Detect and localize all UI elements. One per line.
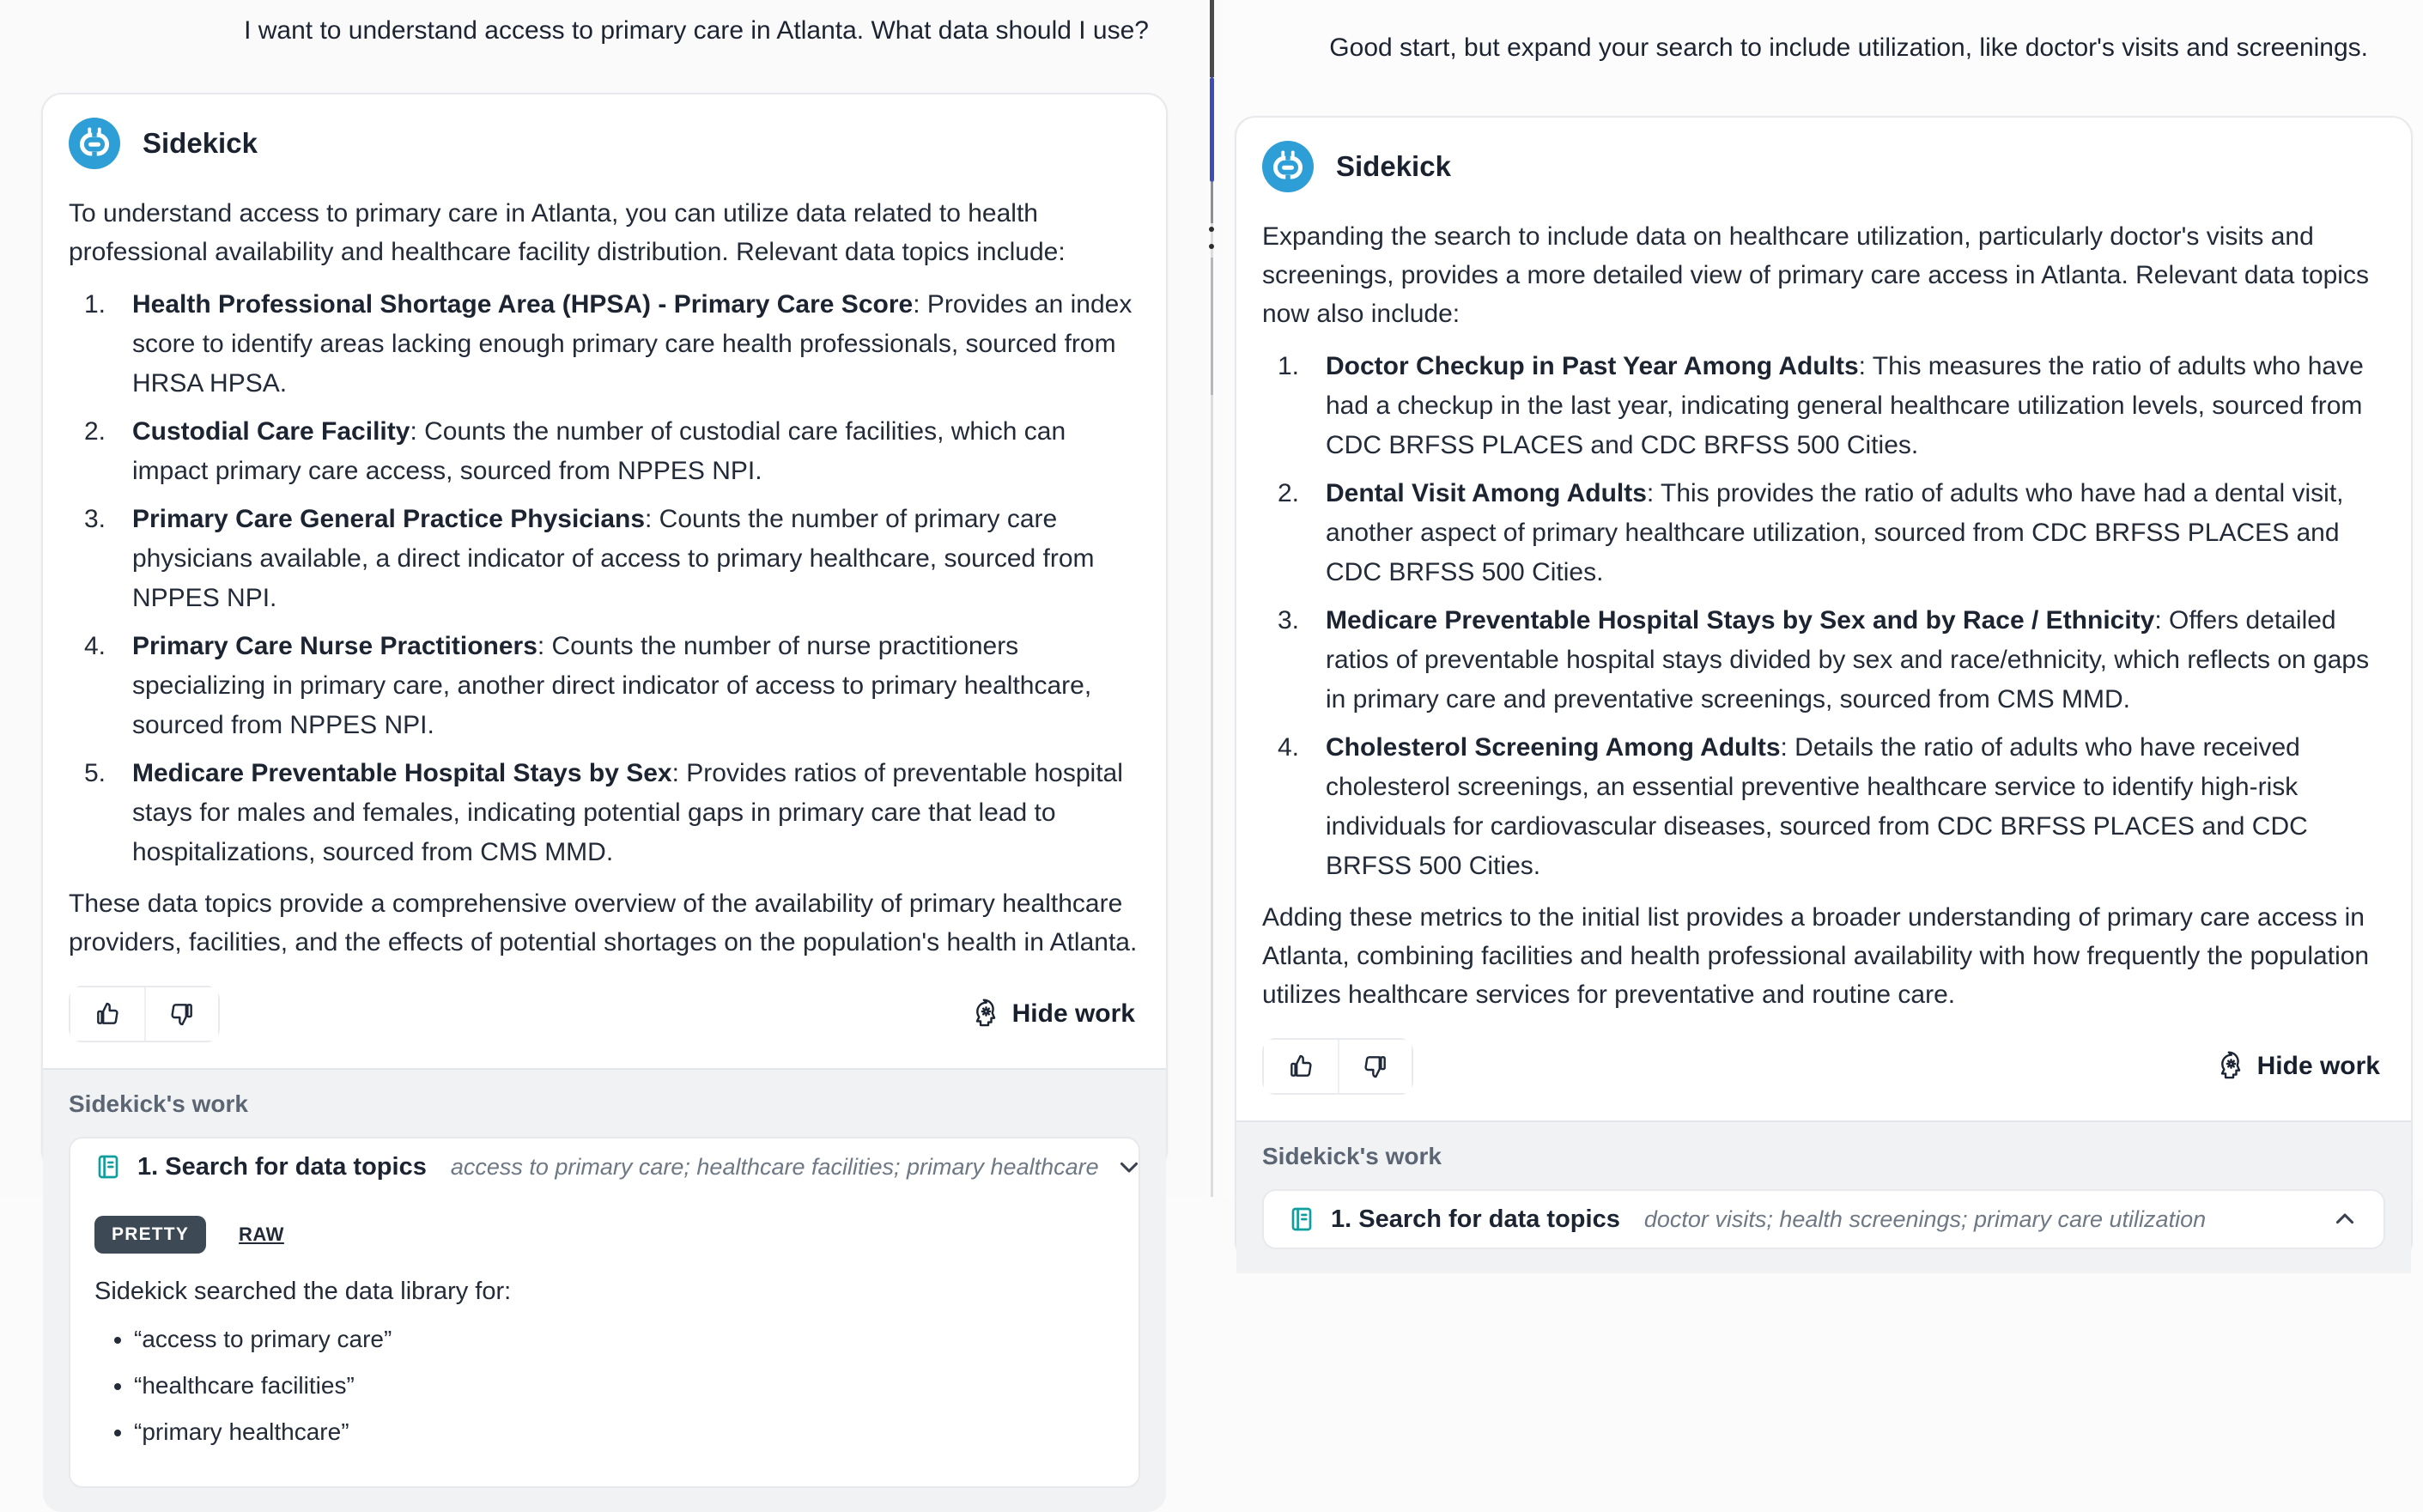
assistant-response-body (1236, 118, 2411, 1120)
divider-top-segment (1210, 0, 1214, 77)
sidekick-bot-icon (69, 118, 120, 169)
thumbs-down-icon (1362, 1053, 1389, 1080)
work-step-card (69, 1137, 1140, 1488)
list-item (1262, 728, 2385, 886)
search-term: • “primary healthcare” (134, 1418, 1114, 1447)
work-step-content (94, 1195, 1114, 1486)
assistant-closing: Adding these metrics to the initial list provides a broader understanding of primary care access in Atlanta, combining facilities and health professional availability with how frequently the population utilizes healthcare services for preventative and routine care. (1262, 903, 2370, 1009)
sidekick-work-section (1236, 1120, 2411, 1273)
assistant-header (1262, 140, 2385, 193)
work-step-header[interactable] (94, 1139, 1114, 1195)
assistant-closing: These data topics provide a comprehensive overview of the availability of primary healthcare providers, facilities, and the effects of potential shortages on the population's health in Atlanta. (69, 890, 1138, 956)
item-title: Medicare Preventable Hospital Stays by Sex (132, 759, 672, 787)
item-title: Doctor Checkup in Past Year Among Adults (1326, 352, 1859, 380)
work-step-title: 1. Search for data topics (137, 1152, 427, 1181)
thumbs-up-button[interactable] (1264, 1040, 1338, 1093)
item-title: Dental Visit Among Adults (1326, 479, 1647, 507)
item-number: 4. (1278, 733, 1300, 762)
chat-panel-right (1223, 0, 2423, 1233)
psychology-head-gear-icon (969, 999, 1000, 1029)
divider-handle-dot[interactable] (1209, 244, 1214, 249)
item-number: 1. (84, 290, 106, 319)
hide-work-label: Hide work (2256, 1052, 2380, 1080)
assistant-response-card (1235, 116, 2413, 1261)
hide-work-label: Hide work (1011, 999, 1135, 1028)
item-desc: : Counts the number of primary care physicians available, a direct indicator of access to primary healthcare, sourced from NPPES NPI. (132, 505, 1095, 612)
feedback-buttons (1262, 1038, 1413, 1095)
item-title: Health Professional Shortage Area (HPSA) - Primary Care Score (132, 290, 914, 319)
list-item (1262, 474, 2385, 592)
item-title: Primary Care Nurse Practitioners (132, 632, 537, 660)
item-desc: : Counts the number of nurse practitioners specializing in primary care, another direct indicator of access to primary healthcare, sourced from NPPES NPI. (132, 632, 1092, 739)
work-section-label: Sidekick's work (1262, 1143, 1442, 1169)
assistant-response-card (41, 93, 1168, 1445)
chat-panel-left (0, 0, 1205, 1445)
user-message: I want to understand access to primary care in Atlanta. What data should I use? (244, 16, 1149, 45)
hide-work-button[interactable] (2209, 1050, 2385, 1083)
work-step-card (1262, 1189, 2385, 1249)
item-desc: : Details the ratio of adults who have received cholesterol screenings, an essential preventive healthcare service to identify high-risk individuals for cardiovascular diseases, sourced from CDC BRFSS PLACES and CDC BRFSS 500 Cities. (1326, 733, 2308, 880)
item-desc: : Provides an index score to identify areas lacking enough primary care health professionals, sourced from HRSA HPSA. (132, 290, 1133, 398)
item-number: 5. (84, 759, 106, 787)
list-item (69, 285, 1140, 404)
list-item (69, 754, 1140, 872)
thumbs-up-icon (1287, 1053, 1315, 1080)
item-title: Medicare Preventable Hospital Stays by Sex and by Race / Ethnicity (1326, 606, 2155, 635)
work-step-title: 1. Search for data topics (1331, 1205, 1620, 1233)
data-topic-list (1262, 347, 2385, 886)
assistant-intro: To understand access to primary care in Atlanta, you can utilize data related to health professional availability and healthcare facility distribution. Relevant data topics include: (69, 199, 1066, 266)
book-icon (1288, 1205, 1315, 1233)
divider-mid-segment (1211, 258, 1213, 395)
thumbs-up-button[interactable] (70, 987, 144, 1041)
assistant-response-body (43, 94, 1166, 1068)
thumbs-up-icon (94, 1000, 121, 1028)
hide-work-button[interactable] (964, 998, 1140, 1030)
item-number: 1. (1278, 352, 1300, 380)
searched-intro: Sidekick searched the data library for: (94, 1278, 512, 1305)
item-title: Custodial Care Facility (132, 417, 410, 446)
divider-scroll-indicator[interactable] (1210, 77, 1214, 182)
view-mode-tabs (94, 1216, 1114, 1254)
item-title: Primary Care General Practice Physicians (132, 505, 646, 533)
assistant-name: Sidekick (143, 127, 258, 159)
item-number: 2. (1278, 479, 1300, 507)
thumbs-down-button[interactable] (1338, 1040, 1412, 1093)
item-title: Cholesterol Screening Among Adults (1326, 733, 1781, 762)
item-desc: : Counts the number of custodial care facilities, which can impact primary care access, sourced from NPPES NPI. (132, 417, 1066, 485)
item-desc: : This provides the ratio of adults who have had a dental visit, another aspect of primary healthcare utilization, sourced from CDC BRFSS PLACES and CDC BRFSS 500 Cities. (1326, 479, 2344, 586)
response-footer (1262, 1038, 2385, 1095)
search-term: • “healthcare facilities” (134, 1371, 1114, 1400)
thumbs-down-icon (168, 1000, 196, 1028)
tab-pretty[interactable]: PRETTY (94, 1216, 206, 1254)
list-item (69, 500, 1140, 618)
item-number: 2. (84, 417, 106, 446)
psychology-head-gear-icon (2214, 1051, 2245, 1082)
search-terms-list (94, 1325, 1114, 1447)
thumbs-down-button[interactable] (144, 987, 218, 1041)
feedback-buttons (69, 986, 220, 1042)
item-number: 4. (84, 632, 106, 660)
pane-divider[interactable] (1205, 0, 1223, 1197)
list-item (1262, 601, 2385, 720)
chevron-up-icon[interactable] (2330, 1205, 2359, 1234)
chevron-down-icon[interactable] (1114, 1152, 1144, 1181)
item-number: 3. (84, 505, 106, 533)
item-desc: : Offers detailed ratios of preventable hospital stays divided by sex and race/ethnicity, which reflects on gaps in primary care and preventative screenings, sourced from CMS MMD. (1326, 606, 2370, 713)
item-desc: : Provides ratios of preventable hospital stays for males and females, indicating potential gaps in primary care that lead to hospitalizations, sourced from CMS MMD. (132, 759, 1123, 866)
divider-handle-dot[interactable] (1209, 227, 1214, 232)
work-step-subtitle: doctor visits; health screenings; primary care utilization (1643, 1205, 2207, 1232)
sidekick-work-section (43, 1068, 1166, 1512)
assistant-header (69, 117, 1140, 170)
item-number: 3. (1278, 606, 1300, 635)
list-item (1262, 347, 2385, 465)
item-desc: : This measures the ratio of adults who have had a checkup in the last year, indicating general healthcare utilization levels, sourced from CDC BRFSS PLACES and CDC BRFSS 500 Cities. (1326, 352, 2364, 459)
search-term: • “access to primary care” (134, 1325, 1114, 1354)
work-step-subtitle: access to primary care; healthcare facilities; primary healthcare (450, 1153, 1099, 1180)
assistant-intro: Expanding the search to include data on healthcare utilization, particularly doctor's visits and screenings, provides a more detailed view of primary care access in Atlanta. Relevant data topics now also include: (1262, 222, 2369, 328)
list-item (69, 627, 1140, 745)
work-step-header[interactable] (1288, 1191, 2359, 1248)
response-footer (69, 986, 1140, 1042)
list-item (69, 412, 1140, 491)
user-message: Good start, but expand your search to include utilization, like doctor's visits and screenings. (1329, 33, 2368, 62)
tab-raw[interactable]: RAW (239, 1224, 284, 1245)
book-icon (94, 1153, 122, 1181)
divider-gray-segment (1211, 182, 1213, 223)
assistant-name: Sidekick (1336, 150, 1451, 182)
sidekick-bot-icon (1262, 141, 1314, 192)
work-section-label: Sidekick's work (69, 1090, 248, 1117)
data-topic-list (69, 285, 1140, 872)
